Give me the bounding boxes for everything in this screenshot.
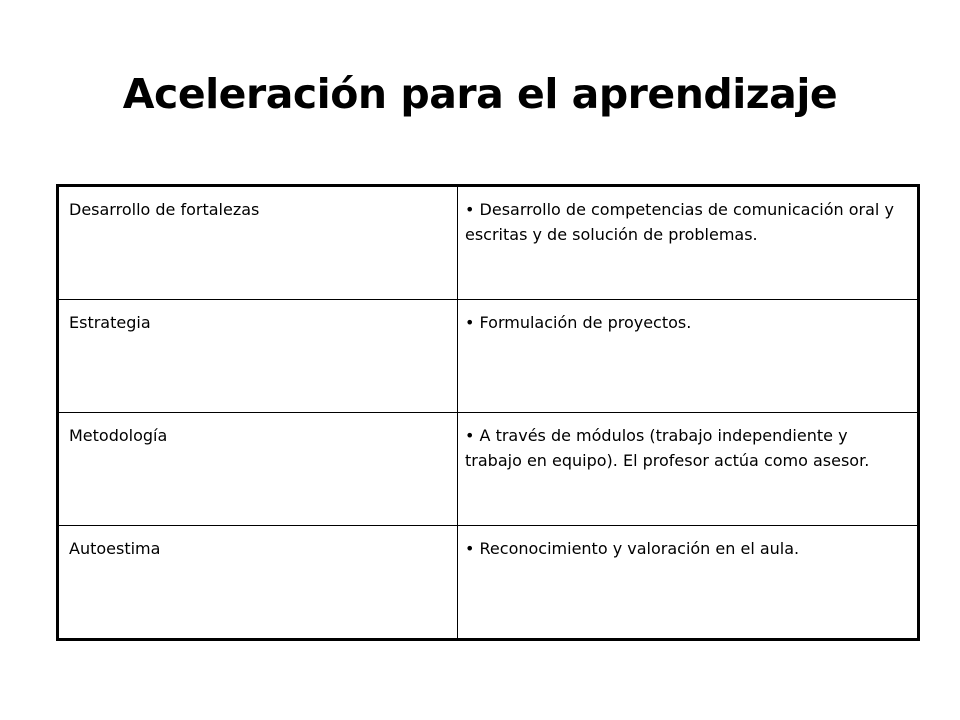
row-label: Desarrollo de fortalezas bbox=[58, 186, 458, 300]
slide-title: Aceleración para el aprendizaje bbox=[122, 70, 838, 118]
table-row bbox=[58, 413, 919, 526]
row-description bbox=[458, 526, 919, 640]
bullet-icon: • bbox=[465, 539, 475, 558]
table-row bbox=[58, 186, 919, 300]
bullet-icon: • bbox=[465, 426, 475, 445]
row-label: Autoestima bbox=[58, 526, 458, 640]
row-description-text: Reconocimiento y valoración en el aula. bbox=[479, 539, 800, 558]
row-description bbox=[458, 186, 919, 300]
bullet-icon: • bbox=[465, 313, 475, 332]
row-description bbox=[458, 413, 919, 526]
row-description bbox=[458, 300, 919, 413]
row-label: Estrategia bbox=[58, 300, 458, 413]
table-row bbox=[58, 526, 919, 640]
table-row bbox=[58, 300, 919, 413]
row-description-text: Desarrollo de competencias de comunicación oral y escritas y de solución de problemas. bbox=[465, 200, 894, 244]
row-label: Metodología bbox=[58, 413, 458, 526]
row-description-text: Formulación de proyectos. bbox=[479, 313, 692, 332]
bullet-icon: • bbox=[465, 200, 475, 219]
row-description-text: A través de módulos (trabajo independiente y trabajo en equipo). El profesor actúa como asesor. bbox=[465, 426, 870, 470]
content-table bbox=[56, 184, 920, 641]
